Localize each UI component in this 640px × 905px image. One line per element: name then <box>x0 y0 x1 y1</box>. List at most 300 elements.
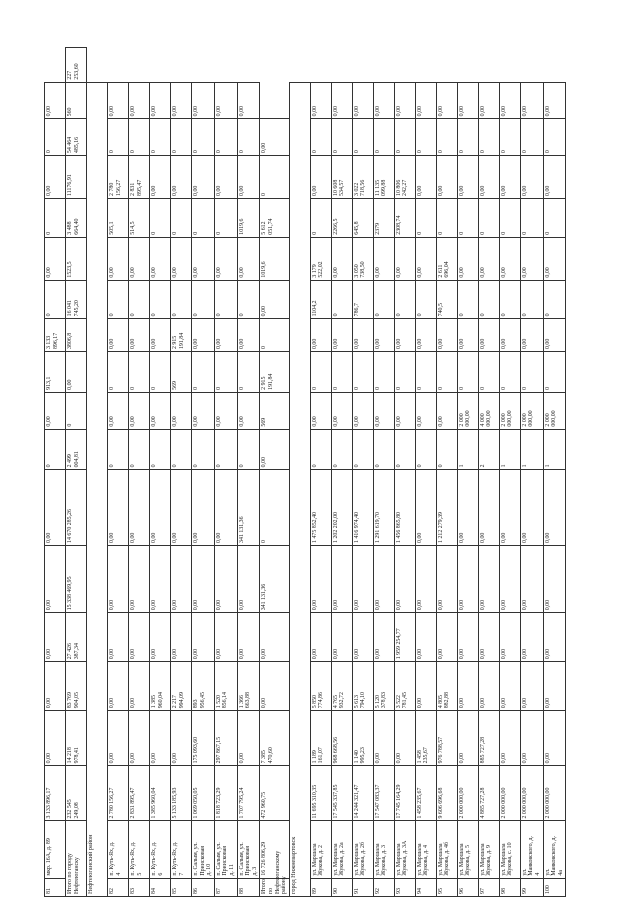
table-row <box>543 11 566 897</box>
section-header-row <box>289 11 310 897</box>
table-cell: 0,00 <box>543 711 566 766</box>
table-cell: 0,00 <box>310 545 331 612</box>
table-cell: 569 <box>260 392 289 429</box>
table-cell: 0 <box>171 119 192 156</box>
table-cell: п. Салым, ул. Приисковая д. 10 <box>192 821 215 878</box>
table-cell: 0 <box>237 352 260 393</box>
table-cell: 913,1 <box>45 352 66 393</box>
table-cell: 0,00 <box>150 392 171 429</box>
table-cell: 91 <box>352 878 373 896</box>
table-cell: 1 959 254,77 <box>394 613 415 662</box>
table-cell: 0,00 <box>352 545 373 612</box>
table-cell: 0,00 <box>520 156 543 199</box>
table-cell: 1 416 974,40 <box>352 470 373 546</box>
table-cell: 0 <box>415 352 436 393</box>
table-cell: 0,00 <box>171 82 192 119</box>
table-cell: п. Куть-Ях, д. 5 <box>129 821 150 878</box>
table-cell: 0 <box>214 280 237 319</box>
table-cell: 0,00 <box>499 662 520 711</box>
table-cell: 0,00 <box>129 470 150 546</box>
table-row <box>260 11 289 897</box>
table-cell: 0 <box>415 280 436 319</box>
table-cell: 0 <box>436 198 457 237</box>
table-cell: ул. Маршала Жукова, д. 2 <box>310 821 331 878</box>
table-cell: 0 <box>237 280 260 319</box>
table-cell: 0,00 <box>237 156 260 199</box>
table-cell: мкр. 16А, д. 89 <box>45 821 66 878</box>
table-cell: 0,00 <box>192 319 215 352</box>
table-cell: 0 <box>543 119 566 156</box>
table-cell: 0 <box>310 429 331 470</box>
table-cell: 0,00 <box>66 352 87 393</box>
table-cell: 0,00 <box>415 545 436 612</box>
table-row <box>171 11 192 897</box>
table-cell: 17 545 337,85 <box>331 766 352 821</box>
table-cell: 1 069 050,05 <box>192 766 215 821</box>
table-cell: 0,00 <box>237 319 260 352</box>
table-cell: 87 <box>214 878 237 896</box>
table-cell: 0 <box>260 156 289 199</box>
table-cell: 4 000 000,00 <box>478 392 499 429</box>
table-cell: 2 611 696,04 <box>436 237 457 280</box>
table-cell: 0,00 <box>171 470 192 546</box>
table-cell: 1104,2 <box>310 280 331 319</box>
table-cell: 341 131,36 <box>260 545 289 612</box>
table-row <box>45 11 66 897</box>
table-cell: 0,00 <box>543 470 566 546</box>
table-cell: 0 <box>192 119 215 156</box>
table-cell: 0 <box>331 352 352 393</box>
table-cell: 1019,6 <box>260 237 289 280</box>
table-cell: 0,00 <box>108 392 129 429</box>
table-cell: 0 <box>237 429 260 470</box>
table-cell: 83 769 904,05 <box>66 662 87 711</box>
table-cell: 0,00 <box>436 545 457 612</box>
table-cell: 0,00 <box>499 711 520 766</box>
table-cell: 2 780 156,27 <box>108 156 129 199</box>
table-row <box>237 11 260 897</box>
table-cell: 5 613 794,10 <box>352 662 373 711</box>
table-cell: 232 545 249,08 <box>66 766 87 821</box>
table-cell: 0 <box>150 352 171 393</box>
table-cell: 3 133 896,17 <box>45 766 66 821</box>
table-cell: 0,00 <box>457 613 478 662</box>
table-cell: 1 458 235,67 <box>415 711 436 766</box>
table-cell: 2379 <box>373 198 394 237</box>
table-cell: 2308,74 <box>394 198 415 237</box>
table-row <box>478 11 499 897</box>
table-cell: 0,00 <box>373 711 394 766</box>
table-cell: 0,00 <box>108 711 129 766</box>
table-cell: 0,00 <box>192 613 215 662</box>
table-cell: п. Куть-Ях, д. 4 <box>108 821 129 878</box>
table-cell: 0 <box>373 352 394 393</box>
table-row <box>331 11 352 897</box>
table-cell: 0,00 <box>108 319 129 352</box>
table-cell: 0 <box>373 280 394 319</box>
table-cell: 0 <box>66 392 87 429</box>
table-row <box>499 11 520 897</box>
table-cell: 0,00 <box>260 613 289 662</box>
table-cell: 0,00 <box>150 613 171 662</box>
table-cell: 786,7 <box>352 280 373 319</box>
table-row <box>108 11 129 897</box>
table-cell: 341 131,36 <box>237 470 260 546</box>
table-cell: 0,00 <box>237 711 260 766</box>
table-cell: 0,00 <box>373 237 394 280</box>
table-cell: 0,00 <box>331 237 352 280</box>
table-cell: 0 <box>260 319 289 352</box>
table-cell: ул. Маршала Жукова, д. 2б <box>352 821 373 878</box>
table-cell: 0,00 <box>192 392 215 429</box>
table-cell: 100 <box>543 878 566 896</box>
table-cell: 17 745 164,29 <box>394 766 415 821</box>
repair-funding-table <box>44 10 566 897</box>
table-cell: ул. Маршала Жукова, д. 4б <box>436 821 457 878</box>
table-cell: 27 426 387,34 <box>66 613 87 662</box>
table-cell: 0 <box>478 119 499 156</box>
table-cell: 0,00 <box>171 156 192 199</box>
table-cell: 99 <box>520 878 543 896</box>
table-cell: 3806,8 <box>66 319 87 352</box>
table-cell: 0,00 <box>520 711 543 766</box>
table-cell: 0,00 <box>415 237 436 280</box>
table-cell: 0 <box>214 198 237 237</box>
table-cell: 0,00 <box>436 319 457 352</box>
table-cell: 0,00 <box>171 392 192 429</box>
table-cell: 968 668,56 <box>331 711 352 766</box>
table-cell: 5 612 051,74 <box>260 198 289 237</box>
table-cell: 0,00 <box>499 237 520 280</box>
table-row <box>352 11 373 897</box>
table-cell: 0,00 <box>394 319 415 352</box>
table-cell: 3 522 781,45 <box>394 662 415 711</box>
table-cell: 0,00 <box>499 613 520 662</box>
table-row <box>150 11 171 897</box>
table-cell: 0,00 <box>129 319 150 352</box>
table-cell: 14 218 978,41 <box>66 711 87 766</box>
table-cell: 0 <box>457 119 478 156</box>
table-cell: 1 818 723,29 <box>214 766 237 821</box>
table-cell: 0 <box>260 470 289 546</box>
table-cell: 0,00 <box>478 237 499 280</box>
table-cell: 0,00 <box>436 392 457 429</box>
table-cell: 0 <box>499 198 520 237</box>
table-cell: ул. Маршала Жукова, д. 9 <box>478 821 499 878</box>
table-cell: 0 <box>415 429 436 470</box>
table-cell: 0,00 <box>260 429 289 470</box>
table-cell: 1 366 663,88 <box>237 662 260 711</box>
table-cell: 0,00 <box>237 613 260 662</box>
table-cell: 10 806 242,27 <box>394 156 415 199</box>
table-cell: 2 831 895,47 <box>129 156 150 199</box>
table-cell: 0,00 <box>457 156 478 199</box>
table-cell: 0 <box>436 119 457 156</box>
table-cell: 2 000 000,00 <box>543 392 566 429</box>
table-cell: 0 <box>436 352 457 393</box>
table-cell: 0,00 <box>150 319 171 352</box>
table-cell: Итого по Нефтеюганскому району <box>260 878 289 896</box>
table-cell: 0,00 <box>129 711 150 766</box>
table-cell: 0,00 <box>45 237 66 280</box>
table-cell: 0 <box>192 429 215 470</box>
table-cell: 0,00 <box>520 662 543 711</box>
table-cell: 86 <box>192 878 215 896</box>
table-cell: 0 <box>150 119 171 156</box>
table-row <box>457 11 478 897</box>
table-row <box>310 11 331 897</box>
table-cell: 0 <box>352 429 373 470</box>
table-cell: 0 <box>214 119 237 156</box>
table-cell: 0 <box>150 198 171 237</box>
table-cell: 0,00 <box>310 156 331 199</box>
table-cell: Итого по городу Нефтеюганску <box>66 821 87 897</box>
table-cell: 893 956,45 <box>192 662 215 711</box>
table-cell: 1 520 856,14 <box>214 662 237 711</box>
table-cell: 89 <box>310 878 331 896</box>
table-cell: 0 <box>520 352 543 393</box>
table-cell: 0,00 <box>478 662 499 711</box>
table-cell: 0 <box>478 198 499 237</box>
table-cell: 0 <box>108 352 129 393</box>
table-cell: 0,00 <box>45 156 66 199</box>
table-cell: 0,00 <box>415 319 436 352</box>
table-cell: 0,00 <box>520 545 543 612</box>
table-cell: 0 <box>373 429 394 470</box>
table-cell: 11176,91 <box>66 156 87 199</box>
table-cell: 0,00 <box>214 82 237 119</box>
table-cell: 0 <box>129 280 150 319</box>
table-cell: 0,00 <box>45 662 66 711</box>
table-cell: 1 458 235,67 <box>415 766 436 821</box>
table-cell: 0,00 <box>520 470 543 546</box>
table-cell: 0,00 <box>457 319 478 352</box>
table-cell: 0,00 <box>543 237 566 280</box>
table-cell: 0,00 <box>478 82 499 119</box>
table-cell: 90 <box>331 878 352 896</box>
table-cell: 0 <box>478 280 499 319</box>
table-cell: 0 <box>150 280 171 319</box>
table-cell: 5 120 378,83 <box>373 662 394 711</box>
table-cell: 1 385 960,04 <box>150 766 171 821</box>
table-cell: 2 000 000,00 <box>499 766 520 821</box>
table-cell: 0 <box>45 119 66 156</box>
table-cell: 0,00 <box>192 156 215 199</box>
table-cell: 1 <box>457 429 478 470</box>
table-cell: 0,00 <box>108 470 129 546</box>
table-cell: 1 291 619,70 <box>373 470 394 546</box>
table-cell: 0,00 <box>543 82 566 119</box>
table-cell: ул. Маршала Жукова, д. 2а <box>331 821 352 878</box>
table-cell: 2266,5 <box>331 198 352 237</box>
table-cell: 0 <box>171 429 192 470</box>
table-cell: 5 133 185,93 <box>171 766 192 821</box>
table-cell: 0 <box>214 352 237 393</box>
table-cell: п. Салым, ул. Приисковая д. 3 <box>237 821 260 878</box>
table-cell: 0,00 <box>237 545 260 612</box>
table-cell: 0,00 <box>129 662 150 711</box>
table-cell: 560 <box>66 82 87 119</box>
table-cell: 0,00 <box>45 711 66 766</box>
table-cell: 0,00 <box>352 319 373 352</box>
table-cell: 0,00 <box>478 156 499 199</box>
table-cell: 0,00 <box>171 237 192 280</box>
table-cell: 88 <box>237 878 260 896</box>
table-cell: 0,00 <box>457 662 478 711</box>
table-cell: 0,00 <box>150 82 171 119</box>
table-cell: ул. Маяковского, д. 4а <box>543 821 566 878</box>
table-row <box>214 11 237 897</box>
table-cell: 0,00 <box>108 662 129 711</box>
table-cell: 0,00 <box>214 237 237 280</box>
table-cell: 0,00 <box>310 319 331 352</box>
table-cell: 645,8 <box>352 198 373 237</box>
table-cell: 0,00 <box>150 237 171 280</box>
table-cell: 0,00 <box>457 470 478 546</box>
table-cell: 0,00 <box>543 156 566 199</box>
table-cell: 0,00 <box>171 613 192 662</box>
table-cell: 0 <box>499 119 520 156</box>
table-cell: 0,00 <box>129 545 150 612</box>
table-cell: 0,00 <box>415 156 436 199</box>
table-cell: 0,00 <box>331 613 352 662</box>
table-cell: 0 <box>499 280 520 319</box>
table-cell: 0,00 <box>457 237 478 280</box>
table-cell: 0,00 <box>415 470 436 546</box>
table-cell: 14 244 321,47 <box>352 766 373 821</box>
table-cell: 0,00 <box>214 470 237 546</box>
table-cell: 0 <box>499 352 520 393</box>
table-cell: 0,00 <box>150 470 171 546</box>
table-cell: 54 464 485,16 <box>66 119 87 156</box>
table-cell: 3 133 896,17 <box>45 319 66 352</box>
table-cell: 0 <box>129 429 150 470</box>
table-cell: 2 <box>478 429 499 470</box>
table-row <box>373 11 394 897</box>
table-cell: 0,00 <box>310 82 331 119</box>
table-cell: 0,00 <box>499 470 520 546</box>
table-cell: 0,00 <box>129 237 150 280</box>
table-cell: 0 <box>171 198 192 237</box>
table-cell: 2 217 994,09 <box>171 662 192 711</box>
table-cell: 0,00 <box>457 82 478 119</box>
table-cell: 1 707 795,24 <box>237 766 260 821</box>
table-cell: 0 <box>352 352 373 393</box>
table-cell: 569 <box>171 352 192 393</box>
table-cell: 0,00 <box>237 82 260 119</box>
table-cell: 14 670 285,26 <box>66 470 87 546</box>
total-row <box>66 11 87 897</box>
table-cell: 0,00 <box>520 82 543 119</box>
table-cell: 85 <box>171 878 192 896</box>
table-cell: 740,5 <box>436 280 457 319</box>
table-cell: 11 135 099,88 <box>373 156 394 199</box>
table-cell: 0,00 <box>45 470 66 546</box>
table-cell: 0 <box>457 352 478 393</box>
table-cell: 16 726 806,29 <box>260 821 289 878</box>
table-cell: 0 <box>373 119 394 156</box>
table-cell: 0 <box>457 198 478 237</box>
table-cell: 3 022 718,56 <box>352 156 373 199</box>
table-cell: 0,00 <box>394 392 415 429</box>
table-cell: 0,00 <box>543 545 566 612</box>
table-cell: 0,00 <box>373 319 394 352</box>
section-header: город Нижневартовск <box>289 82 310 896</box>
table-cell: 0,00 <box>171 545 192 612</box>
table-row <box>436 11 457 897</box>
table-cell: 0,00 <box>192 237 215 280</box>
table-cell: 0,00 <box>373 613 394 662</box>
table-cell: 1 <box>543 429 566 470</box>
table-cell: 0,00 <box>260 280 289 319</box>
table-cell: 0 <box>108 280 129 319</box>
table-cell: 94 <box>415 878 436 896</box>
table-cell: 297 867,15 <box>214 711 237 766</box>
table-cell: 0,00 <box>394 82 415 119</box>
table-cell: 0 <box>45 198 66 237</box>
table-cell: 0 <box>310 352 331 393</box>
table-cell: ул. Маршала Жукова, д. 5 <box>457 821 478 878</box>
table-cell: 0,00 <box>108 613 129 662</box>
table-row <box>394 11 415 897</box>
table-cell: 2 915 191,84 <box>260 352 289 393</box>
table-cell: 17 547 083,37 <box>373 766 394 821</box>
table-cell: 1523,5 <box>66 237 87 280</box>
table-cell: 0 <box>45 280 66 319</box>
table-cell: 0 <box>543 280 566 319</box>
table-cell: 2 000 000,00 <box>520 766 543 821</box>
table-cell: 0,00 <box>373 545 394 612</box>
table-cell: 0,00 <box>45 613 66 662</box>
table-cell: 0 <box>394 119 415 156</box>
table-cell: 175 093,60 <box>192 711 215 766</box>
table-cell: 0,00 <box>394 711 415 766</box>
table-cell: 0 <box>192 280 215 319</box>
table-cell: 0,00 <box>45 82 66 119</box>
table-row <box>520 11 543 897</box>
table-cell: ул. Маршала Жукова, д. 3 <box>373 821 394 878</box>
table-cell: 0,00 <box>478 470 499 546</box>
table-cell: 0 <box>192 198 215 237</box>
table-cell: 0,00 <box>436 613 457 662</box>
table-cell: 4 765 932,72 <box>331 662 352 711</box>
table-cell: 0 <box>331 119 352 156</box>
table-cell: 0,00 <box>45 392 66 429</box>
table-cell: 0,00 <box>45 545 66 612</box>
table-cell: 11 695 310,35 <box>310 766 331 821</box>
table-cell: 0,00 <box>352 392 373 429</box>
table-cell: 1 202 202,00 <box>331 470 352 546</box>
table-cell: 0 <box>394 429 415 470</box>
table-cell: 0,00 <box>214 613 237 662</box>
table-cell: 0,00 <box>457 545 478 612</box>
table-cell: 885 727,28 <box>478 711 499 766</box>
table-cell: 1 456 865,80 <box>394 470 415 546</box>
table-cell: 0 <box>192 352 215 393</box>
table-cell: 0 <box>415 119 436 156</box>
table-cell: 7 385 470,60 <box>260 711 289 766</box>
table-cell: 0,00 <box>108 237 129 280</box>
table-cell: 0,00 <box>214 545 237 612</box>
table-cell: 0,00 <box>394 237 415 280</box>
table-cell: 0 <box>457 280 478 319</box>
table-cell: 2 780 156,27 <box>108 766 129 821</box>
table-cell: 0,00 <box>543 662 566 711</box>
table-cell: п. Салым, ул. Приисковая д. 11 <box>214 821 237 878</box>
table-cell: 0 <box>520 280 543 319</box>
table-cell: 0,00 <box>331 392 352 429</box>
table-cell: 97 <box>478 878 499 896</box>
